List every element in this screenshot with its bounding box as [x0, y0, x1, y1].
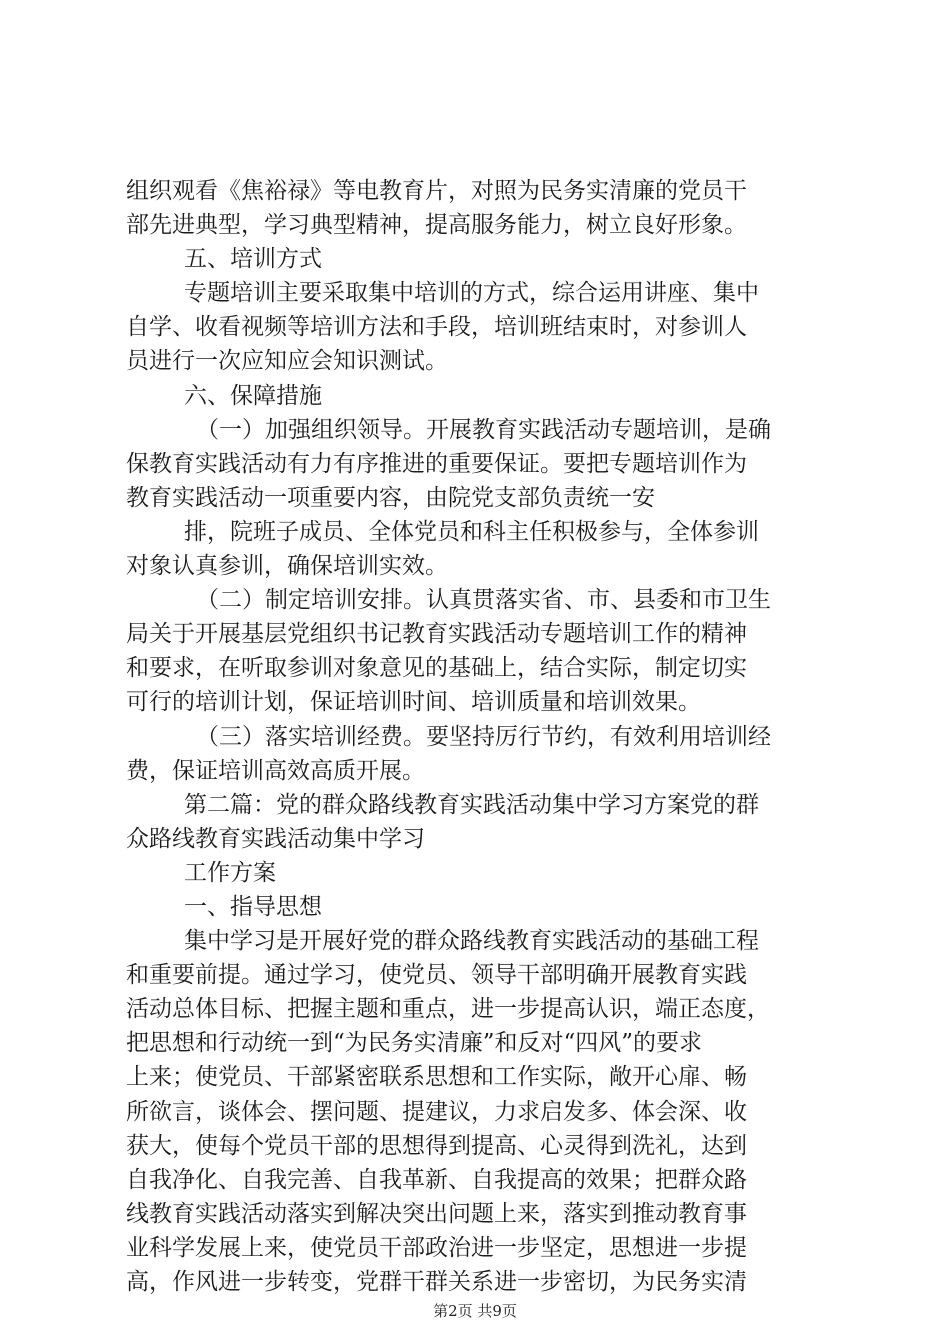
- text-line: 保教育实践活动有力有序推进的重要保证。要把专题培训作为: [126, 450, 747, 477]
- text-line: 和要求，在听取参训对象意见的基础上，结合实际，制定切实: [126, 655, 747, 682]
- text-line: 获大，使每个党员干部的思想得到提高、心灵得到洗礼，达到: [126, 1132, 747, 1159]
- text-line: 工作方案: [184, 859, 276, 886]
- text-line: 把思想和行动统一到“为民务实清廉”和反对“四风”的要求: [126, 1030, 703, 1057]
- text-line: 组织观看《焦裕禄》等电教育片，对照为民务实清廉的党员干: [126, 178, 747, 204]
- text-line: 自学、收看视频等培训方法和手段，培训班结束时，对参训人: [126, 314, 747, 341]
- text-line: 和重要前提。通过学习，使党员、领导干部明确开展教育实践: [126, 962, 747, 989]
- text-line: （一）加强组织领导。开展教育实践活动专题培训，是确: [196, 416, 771, 443]
- text-line: 员进行一次应知应会知识测试。: [126, 348, 448, 375]
- text-line: 部先进典型，学习典型精神，提高服务能力，树立良好形象。: [126, 212, 747, 239]
- text-line: 高，作风进一步转变，党群干群关系进一步密切，为民务实清: [126, 1269, 747, 1295]
- text-line: 业科学发展上来，使党员干部政治进一步坚定，思想进一步提: [126, 1234, 747, 1261]
- text-line: 集中学习是开展好党的群众路线教育实践活动的基础工程: [184, 928, 759, 955]
- text-line: 六、保障措施: [184, 382, 322, 409]
- text-line: 可行的培训计划，保证培训时间、培训质量和培训效果。: [126, 689, 701, 716]
- text-line: 第二篇：党的群众路线教育实践活动集中学习方案党的群: [184, 791, 759, 818]
- document-body: [126, 174, 836, 1299]
- text-line: 五、培训方式: [184, 246, 322, 273]
- text-line: （二）制定培训安排。认真贯落实省、市、县委和市卫生: [196, 587, 771, 614]
- text-line: 对象认真参训，确保培训实效。: [126, 553, 448, 580]
- text-line: 教育实践活动一项重要内容，由院党支部负责统一安: [126, 484, 655, 511]
- text-line: 众路线教育实践活动集中学习: [126, 825, 425, 852]
- text-line: 活动总体目标、把握主题和重点，进一步提高认识，端正态度，: [126, 996, 770, 1023]
- text-line: 所欲言，谈体会、摆问题、提建议，力求启发多、体会深、收: [126, 1098, 747, 1125]
- text-line: 一、指导思想: [184, 893, 322, 920]
- text-line: （三）落实培训经费。要坚持厉行节约，有效利用培训经: [196, 723, 771, 750]
- text-line: 自我净化、自我完善、自我革新、自我提高的效果；把群众路: [126, 1166, 747, 1193]
- text-line: 费，保证培训高效高质开展。: [126, 757, 425, 784]
- text-line: 排，院班子成员、全体党员和科主任积极参与，全体参训: [184, 518, 759, 545]
- text-line: 局关于开展基层党组织书记教育实践活动专题培训工作的精神: [126, 621, 747, 648]
- text-line: 线教育实践活动落实到解决突出问题上来，落实到推动教育事: [126, 1200, 747, 1227]
- page-footer: 第2页 共9页: [433, 1302, 517, 1320]
- text-line: 专题培训主要采取集中培训的方式，综合运用讲座、集中: [184, 280, 759, 307]
- text-line: 上来；使党员、干部紧密联系思想和工作实际，敞开心扉、畅: [126, 1064, 747, 1091]
